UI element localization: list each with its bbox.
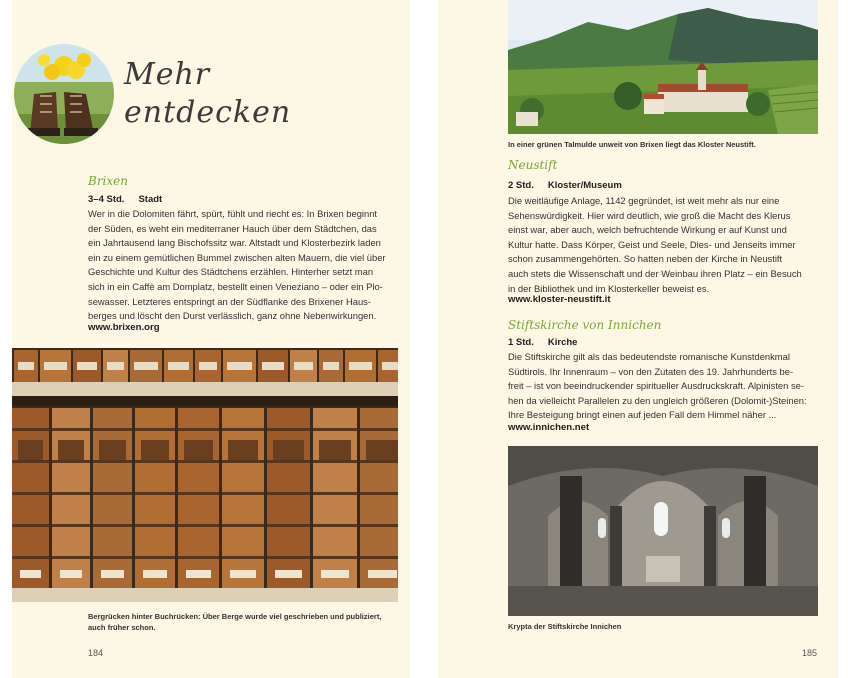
text-line: in der Bibliothek und im Klosterkeller beweist es. xyxy=(508,282,710,294)
section-title-neustift: Neustift xyxy=(508,158,558,172)
right-page xyxy=(438,0,838,678)
category: Kloster/Museum xyxy=(547,180,622,191)
text-line: Kultur hatte. Dass Körper, Geist und Seele, Dies- und Jenseits immer xyxy=(508,238,796,250)
text-line: schon zusammengehörten. So hatten neben der Kirche in Neustift xyxy=(508,253,783,265)
text-line: ein zu einem gemütlichen Bummel zwischen alten Mauern, die viel über xyxy=(88,251,386,263)
crypt-photo xyxy=(508,446,818,616)
category: Stadt xyxy=(138,194,163,205)
books-photo xyxy=(12,348,398,602)
text-line: Wer in die Dolomiten fährt, spürt, fühlt und riecht es: In Brixen beginnt xyxy=(88,208,378,219)
left-page xyxy=(12,0,410,678)
section-body-brixen xyxy=(88,207,400,324)
text-line: Geschichte und Kultur des Städtchens erzählen. Hinterher setzt man xyxy=(88,266,374,278)
text-line: einst war, aber auch, welch befruchtende Wirkung er auf Kunst und xyxy=(508,224,787,236)
text-line: Die weitläufige Anlage, 1142 gegründet, ist weit mehr als nur eine xyxy=(508,195,780,206)
section-body-neustift xyxy=(508,194,818,296)
section-meta-innichen xyxy=(508,337,591,348)
text-line: Sehenswürdigkeit. Hier wird deutlich, wie groß die Macht des Klerus xyxy=(508,209,791,221)
section-title-brixen: Brixen xyxy=(88,174,128,188)
section-title-innichen: Stiftskirche von Innichen xyxy=(508,318,662,332)
duration: 3–4 Std. xyxy=(88,194,125,205)
text-line: Südtirols. Ihr Innenraum – von den Zutaten des 19. Jahrhunderts be- xyxy=(508,365,794,377)
heading-line-2: entdecken xyxy=(124,95,292,130)
page-number-left: 184 xyxy=(88,648,104,658)
text-line: berges und löscht den Durst verlässlich, ganz ohne Nebenwirkungen. xyxy=(88,310,377,322)
text-line: Die Stiftskirche gilt als das bedeutendste romanische Kunstdenkmal xyxy=(508,351,790,362)
section-meta-brixen xyxy=(88,194,176,205)
text-line: Ihre Besteigung bringt einen auf jeden Fall dem Himmel näher ... xyxy=(508,409,777,421)
duration: 2 Std. xyxy=(508,180,534,191)
text-line: freit – ist von beeindruckender spiritueller Ausdruckskraft. Alpinisten se- xyxy=(508,380,804,392)
text-line: auch stets die Wissenschaft und der Weinbau ihren Platz – ein Besuch xyxy=(508,267,802,279)
caption-books xyxy=(88,612,400,633)
text-line: der Süden, es weht ein mediterraner Hauch über dem Städtchen, das xyxy=(88,222,377,234)
section-body-innichen xyxy=(508,350,818,423)
link-neustift[interactable]: www.kloster-neustift.it xyxy=(508,294,611,305)
link-brixen[interactable]: www.brixen.org xyxy=(88,322,160,333)
caption-line: Bergrücken hinter Buchrücken: Über Berge wurde viel geschrieben und publiziert, xyxy=(88,612,382,621)
page-number-right: 185 xyxy=(802,648,818,658)
text-line: sewasser. Letzteres entspringt an der Südflanke des Brixener Haus- xyxy=(88,295,371,307)
text-line: hen da vielleicht Parallelen zu den ungleich größeren (Dolomit-)Steinen: xyxy=(508,394,807,406)
link-innichen[interactable]: www.innichen.net xyxy=(508,422,590,433)
heading-line-1: Mehr xyxy=(124,57,211,92)
caption-abbey: In einer grünen Talmulde unweit von Brixen liegt das Kloster Neustift. xyxy=(508,140,756,149)
book-gutter xyxy=(410,0,438,678)
category: Kirche xyxy=(547,337,578,348)
hiking-boots-photo xyxy=(14,44,114,144)
text-line: ein Jahrtausend lang Bischofssitz war. Altstadt und Klosterbezirk laden xyxy=(88,237,381,249)
caption-crypt: Krypta der Stiftskirche Innichen xyxy=(508,622,622,631)
duration: 1 Std. xyxy=(508,337,534,348)
text-line: sich in ein Caffè am Domplatz, bestellt einen Veneziano – oder ein Plo- xyxy=(88,280,383,292)
caption-line: auch früher schon. xyxy=(88,622,156,632)
section-meta-neustift xyxy=(508,180,636,191)
abbey-photo xyxy=(508,0,818,134)
page-heading xyxy=(124,56,291,132)
